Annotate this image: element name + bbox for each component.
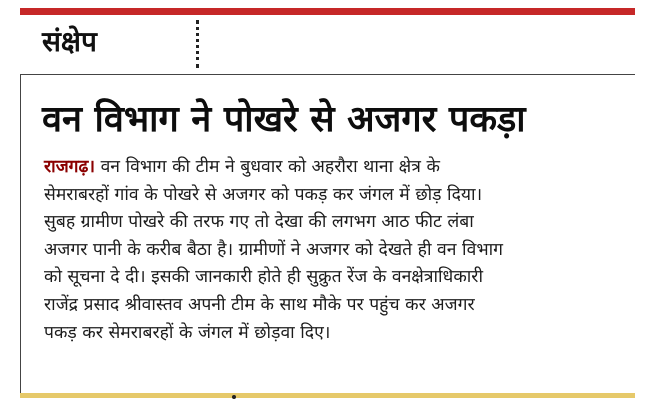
body-line-1 bbox=[44, 154, 634, 182]
section-label: संक्षेप bbox=[42, 25, 97, 58]
article-headline: वन विभाग ने पोखरे से अजगर पकड़ा bbox=[42, 99, 526, 140]
bottom-yellow-rule bbox=[20, 393, 635, 398]
body-line-2: सेमराबरहों गांव के पोखरे से अजगर को पकड़ कर जंगल में छोड़ दिया। bbox=[44, 184, 483, 205]
body-line-1-text: वन विभाग की टीम ने बुधवार को अहरौरा थाना क्षेत्र के bbox=[95, 157, 440, 177]
body-line-3: सुबह ग्रामीण पोखरे की तरफ गए तो देखा की लगभग आठ फीट लंबा bbox=[44, 212, 474, 233]
body-line-7: पकड़ कर सेमराबरहों के जंगल में छोड़वा दिए। bbox=[44, 322, 331, 343]
top-red-rule bbox=[20, 8, 635, 15]
article-body bbox=[44, 154, 634, 347]
dotted-divider bbox=[196, 20, 199, 68]
body-line-4: अजगर पानी के करीब बैठा है। ग्रामीणों ने अजगर को देखते ही वन विभाग bbox=[44, 239, 504, 260]
dateline: राजगढ़। bbox=[44, 157, 96, 177]
body-line-5: को सूचना दे दी। इसकी जानकारी होते ही सुक्रुत रेंज के वनक्षेत्राधिकारी bbox=[44, 267, 483, 288]
body-line-6: राजेंद्र प्रसाद श्रीवास्तव अपनी टीम के साथ मौके पर पहुंच कर अजगर bbox=[44, 294, 475, 315]
bottom-dot bbox=[232, 395, 236, 399]
